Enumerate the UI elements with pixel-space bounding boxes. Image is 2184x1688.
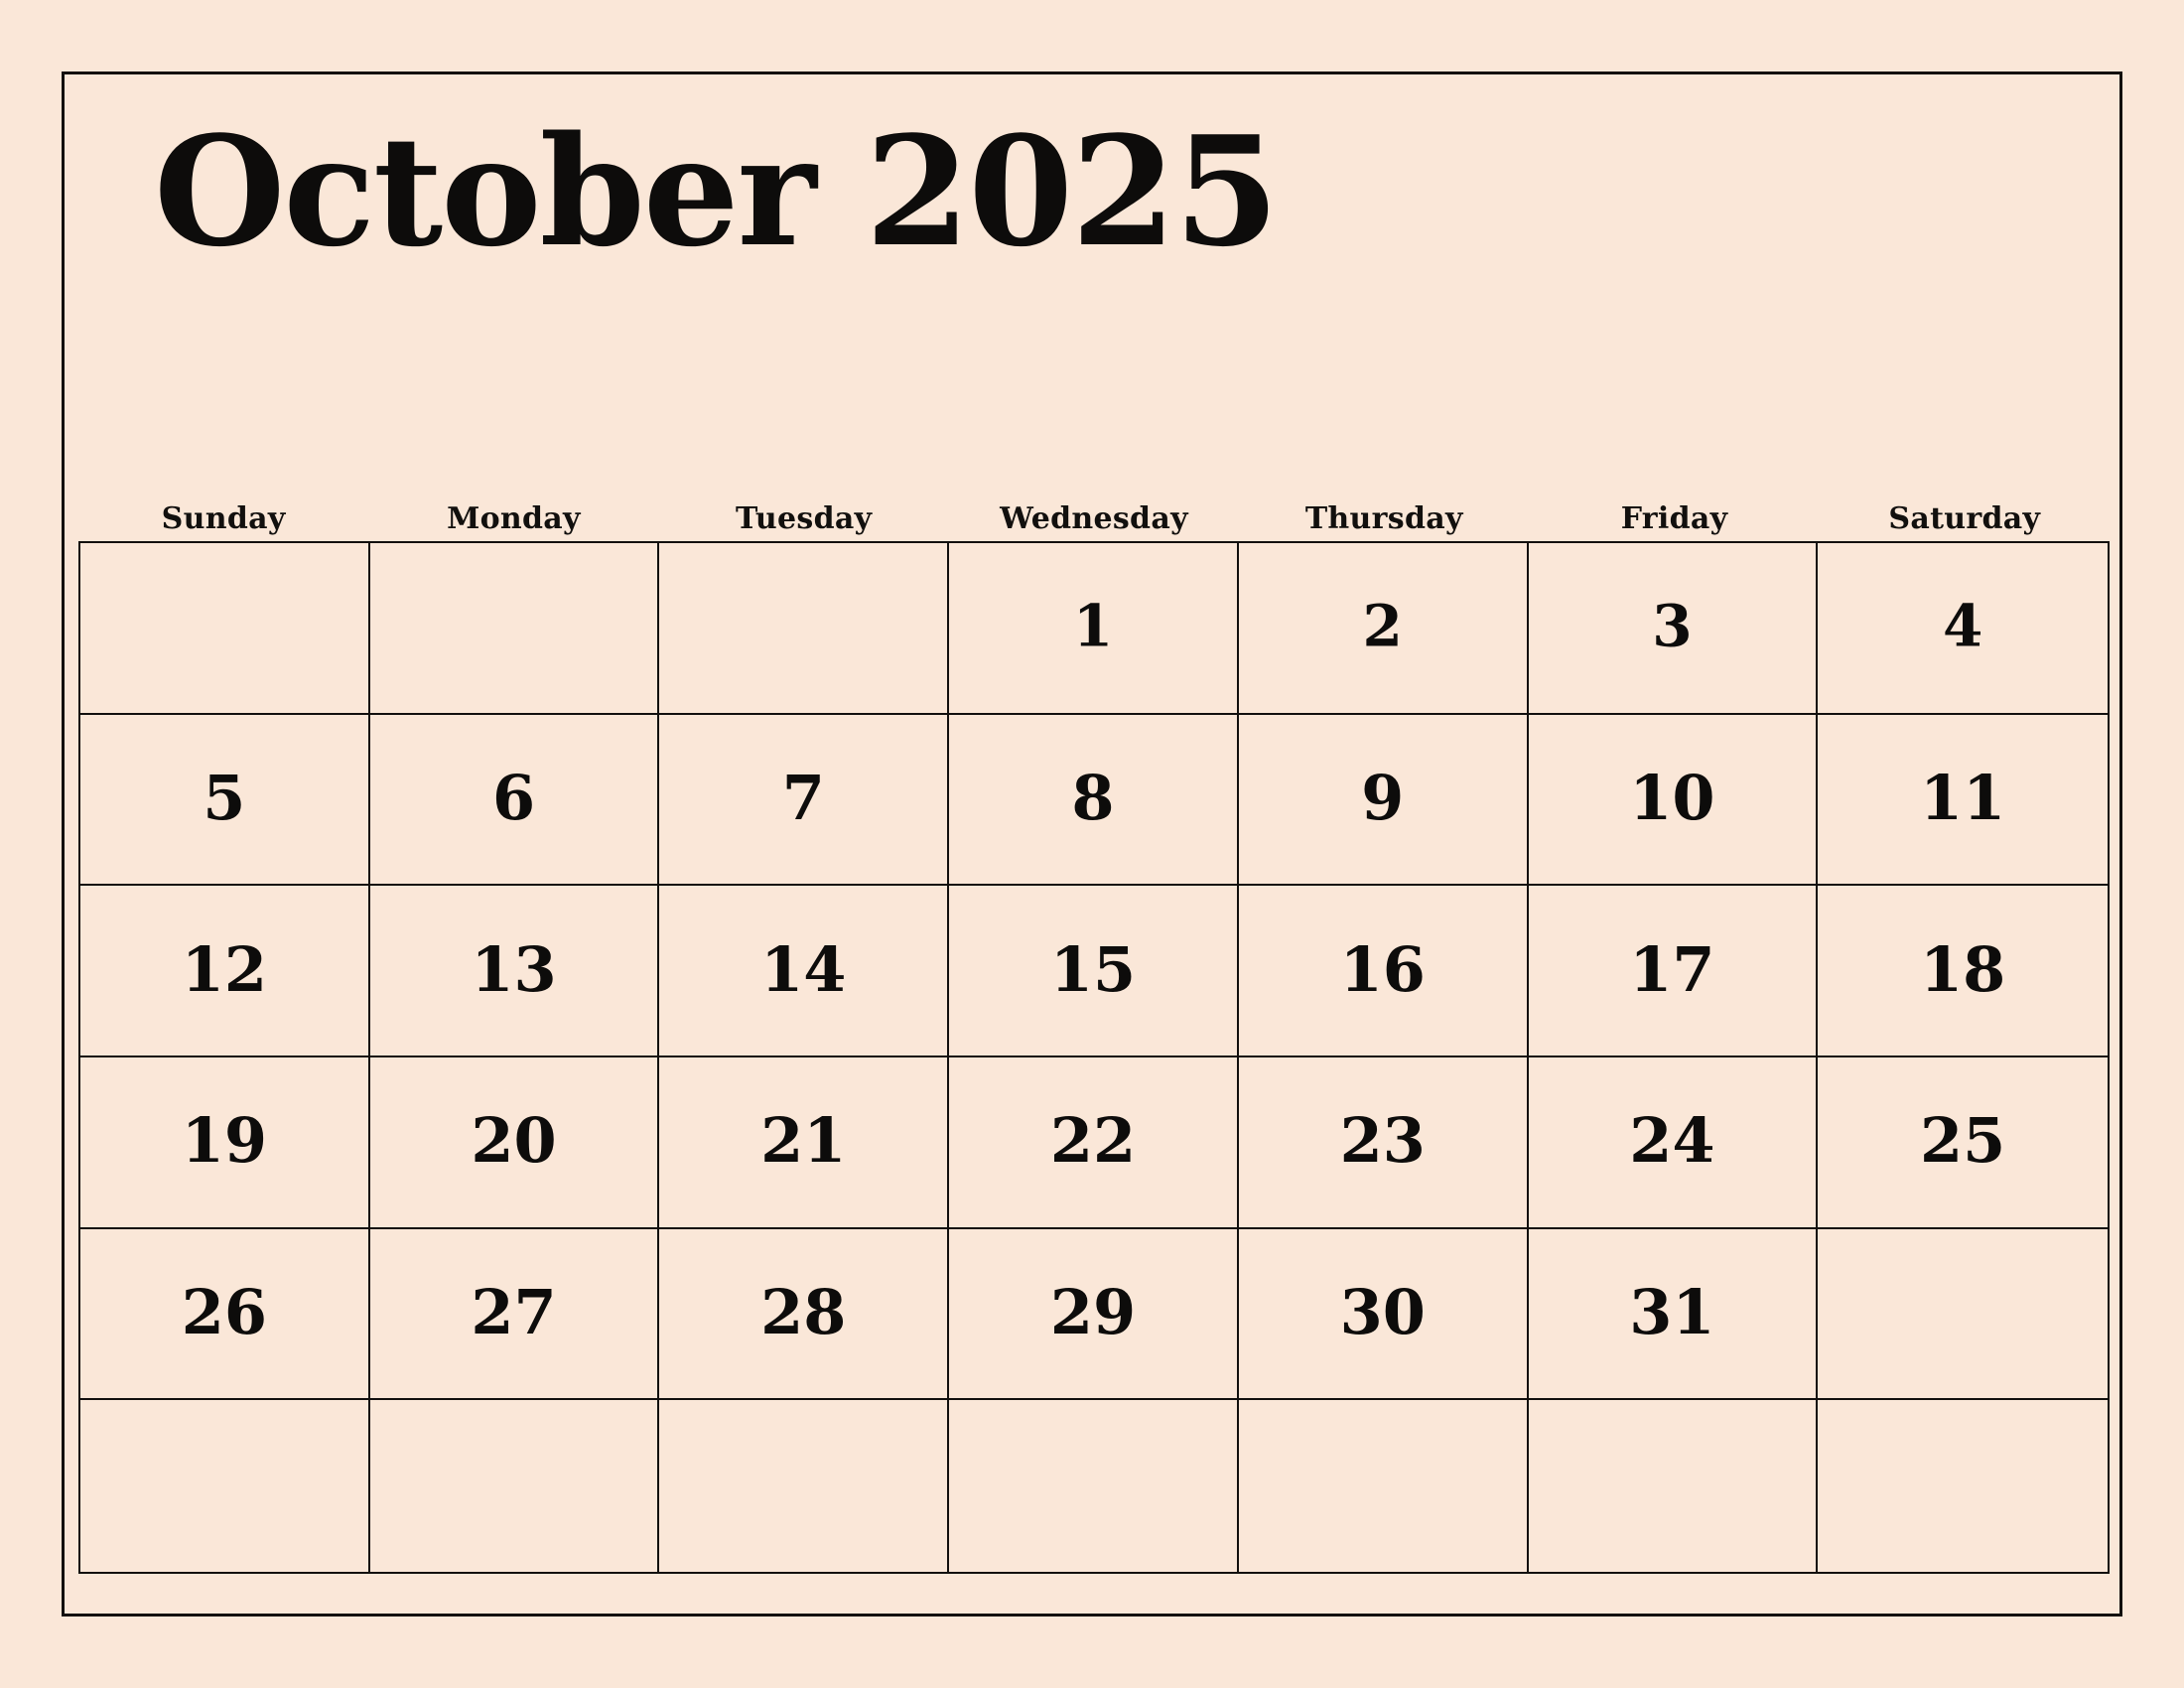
day-number: 12: [181, 932, 267, 1006]
day-cell[interactable]: [1529, 1400, 1819, 1572]
day-number: 17: [1629, 932, 1715, 1006]
day-number: 25: [1920, 1104, 2006, 1178]
day-cell[interactable]: [949, 1400, 1239, 1572]
day-cell[interactable]: [1818, 1229, 2108, 1401]
day-cell[interactable]: [1818, 1400, 2108, 1572]
day-cell[interactable]: [80, 543, 370, 715]
day-number: 6: [491, 762, 536, 835]
day-cell[interactable]: [1239, 715, 1529, 887]
day-cell[interactable]: [949, 543, 1239, 715]
day-number: 4: [1942, 592, 1983, 660]
day-number: 21: [760, 1104, 847, 1178]
day-cell[interactable]: [80, 715, 370, 887]
day-cell[interactable]: [80, 1057, 370, 1229]
day-cell[interactable]: [659, 543, 949, 715]
day-cell[interactable]: [370, 1057, 660, 1229]
weekday-saturday: Saturday: [1888, 501, 2041, 536]
day-cell[interactable]: [370, 886, 660, 1057]
day-number: 16: [1339, 932, 1426, 1006]
day-cell[interactable]: [1239, 543, 1529, 715]
day-number: 11: [1920, 762, 2006, 835]
day-number: 10: [1629, 762, 1715, 835]
weekday-wednesday: Wednesday: [1000, 501, 1188, 536]
day-cell[interactable]: [659, 1229, 949, 1401]
day-number: 27: [471, 1276, 557, 1349]
day-cell[interactable]: [370, 543, 660, 715]
day-cell[interactable]: [1239, 886, 1529, 1057]
day-cell[interactable]: [1818, 715, 2108, 887]
day-cell[interactable]: [1818, 1057, 2108, 1229]
day-number: 14: [760, 932, 847, 1006]
day-number: 9: [1361, 762, 1405, 835]
day-number: 13: [471, 932, 557, 1006]
day-cell[interactable]: [659, 886, 949, 1057]
day-cell[interactable]: [80, 886, 370, 1057]
day-cell[interactable]: [1818, 886, 2108, 1057]
day-number: 15: [1049, 932, 1137, 1006]
day-number: 3: [1652, 592, 1693, 660]
day-number: 5: [203, 762, 246, 835]
day-cell[interactable]: [659, 715, 949, 887]
day-cell[interactable]: [370, 715, 660, 887]
day-cell[interactable]: [1239, 1400, 1529, 1572]
weekday-header-row: [78, 501, 2110, 536]
weekday-tuesday: Tuesday: [736, 501, 873, 536]
day-number: 29: [1049, 1276, 1137, 1349]
day-cell[interactable]: [80, 1400, 370, 1572]
weekday-thursday: Thursday: [1304, 501, 1463, 536]
page-title: October 2025: [154, 102, 1278, 280]
day-number: 20: [471, 1104, 557, 1178]
day-cell[interactable]: [949, 1229, 1239, 1401]
day-number: 2: [1362, 592, 1403, 660]
day-cell[interactable]: [1239, 1229, 1529, 1401]
day-cell[interactable]: [1529, 886, 1819, 1057]
day-number: 24: [1629, 1104, 1715, 1178]
day-number: 30: [1339, 1276, 1426, 1349]
day-cell[interactable]: [80, 1229, 370, 1401]
day-cell[interactable]: [1529, 543, 1819, 715]
day-number: 26: [181, 1276, 267, 1349]
day-number: 19: [181, 1104, 267, 1178]
day-number: 28: [760, 1276, 847, 1349]
weekday-sunday: Sunday: [161, 501, 286, 536]
day-cell[interactable]: [659, 1400, 949, 1572]
day-number: 18: [1920, 932, 2006, 1006]
day-cell[interactable]: [949, 715, 1239, 887]
day-cell[interactable]: [1529, 715, 1819, 887]
weekday-monday: Monday: [447, 501, 581, 536]
weekday-friday: Friday: [1620, 501, 1728, 536]
day-number: 31: [1629, 1276, 1715, 1349]
day-cell[interactable]: [949, 1057, 1239, 1229]
day-number: 7: [781, 762, 825, 835]
day-cell[interactable]: [1239, 1057, 1529, 1229]
day-cell[interactable]: [1818, 543, 2108, 715]
day-cell[interactable]: [1529, 1057, 1819, 1229]
day-cell[interactable]: [370, 1400, 660, 1572]
calendar-page: [62, 71, 2122, 1617]
day-cell[interactable]: [370, 1229, 660, 1401]
day-number: 22: [1049, 1104, 1137, 1178]
day-cell[interactable]: [659, 1057, 949, 1229]
day-cell[interactable]: [1529, 1229, 1819, 1401]
day-number: 23: [1339, 1104, 1426, 1178]
calendar-grid: [78, 541, 2110, 1574]
day-number: 1: [1072, 592, 1114, 660]
day-cell[interactable]: [949, 886, 1239, 1057]
day-number: 8: [1071, 762, 1115, 835]
